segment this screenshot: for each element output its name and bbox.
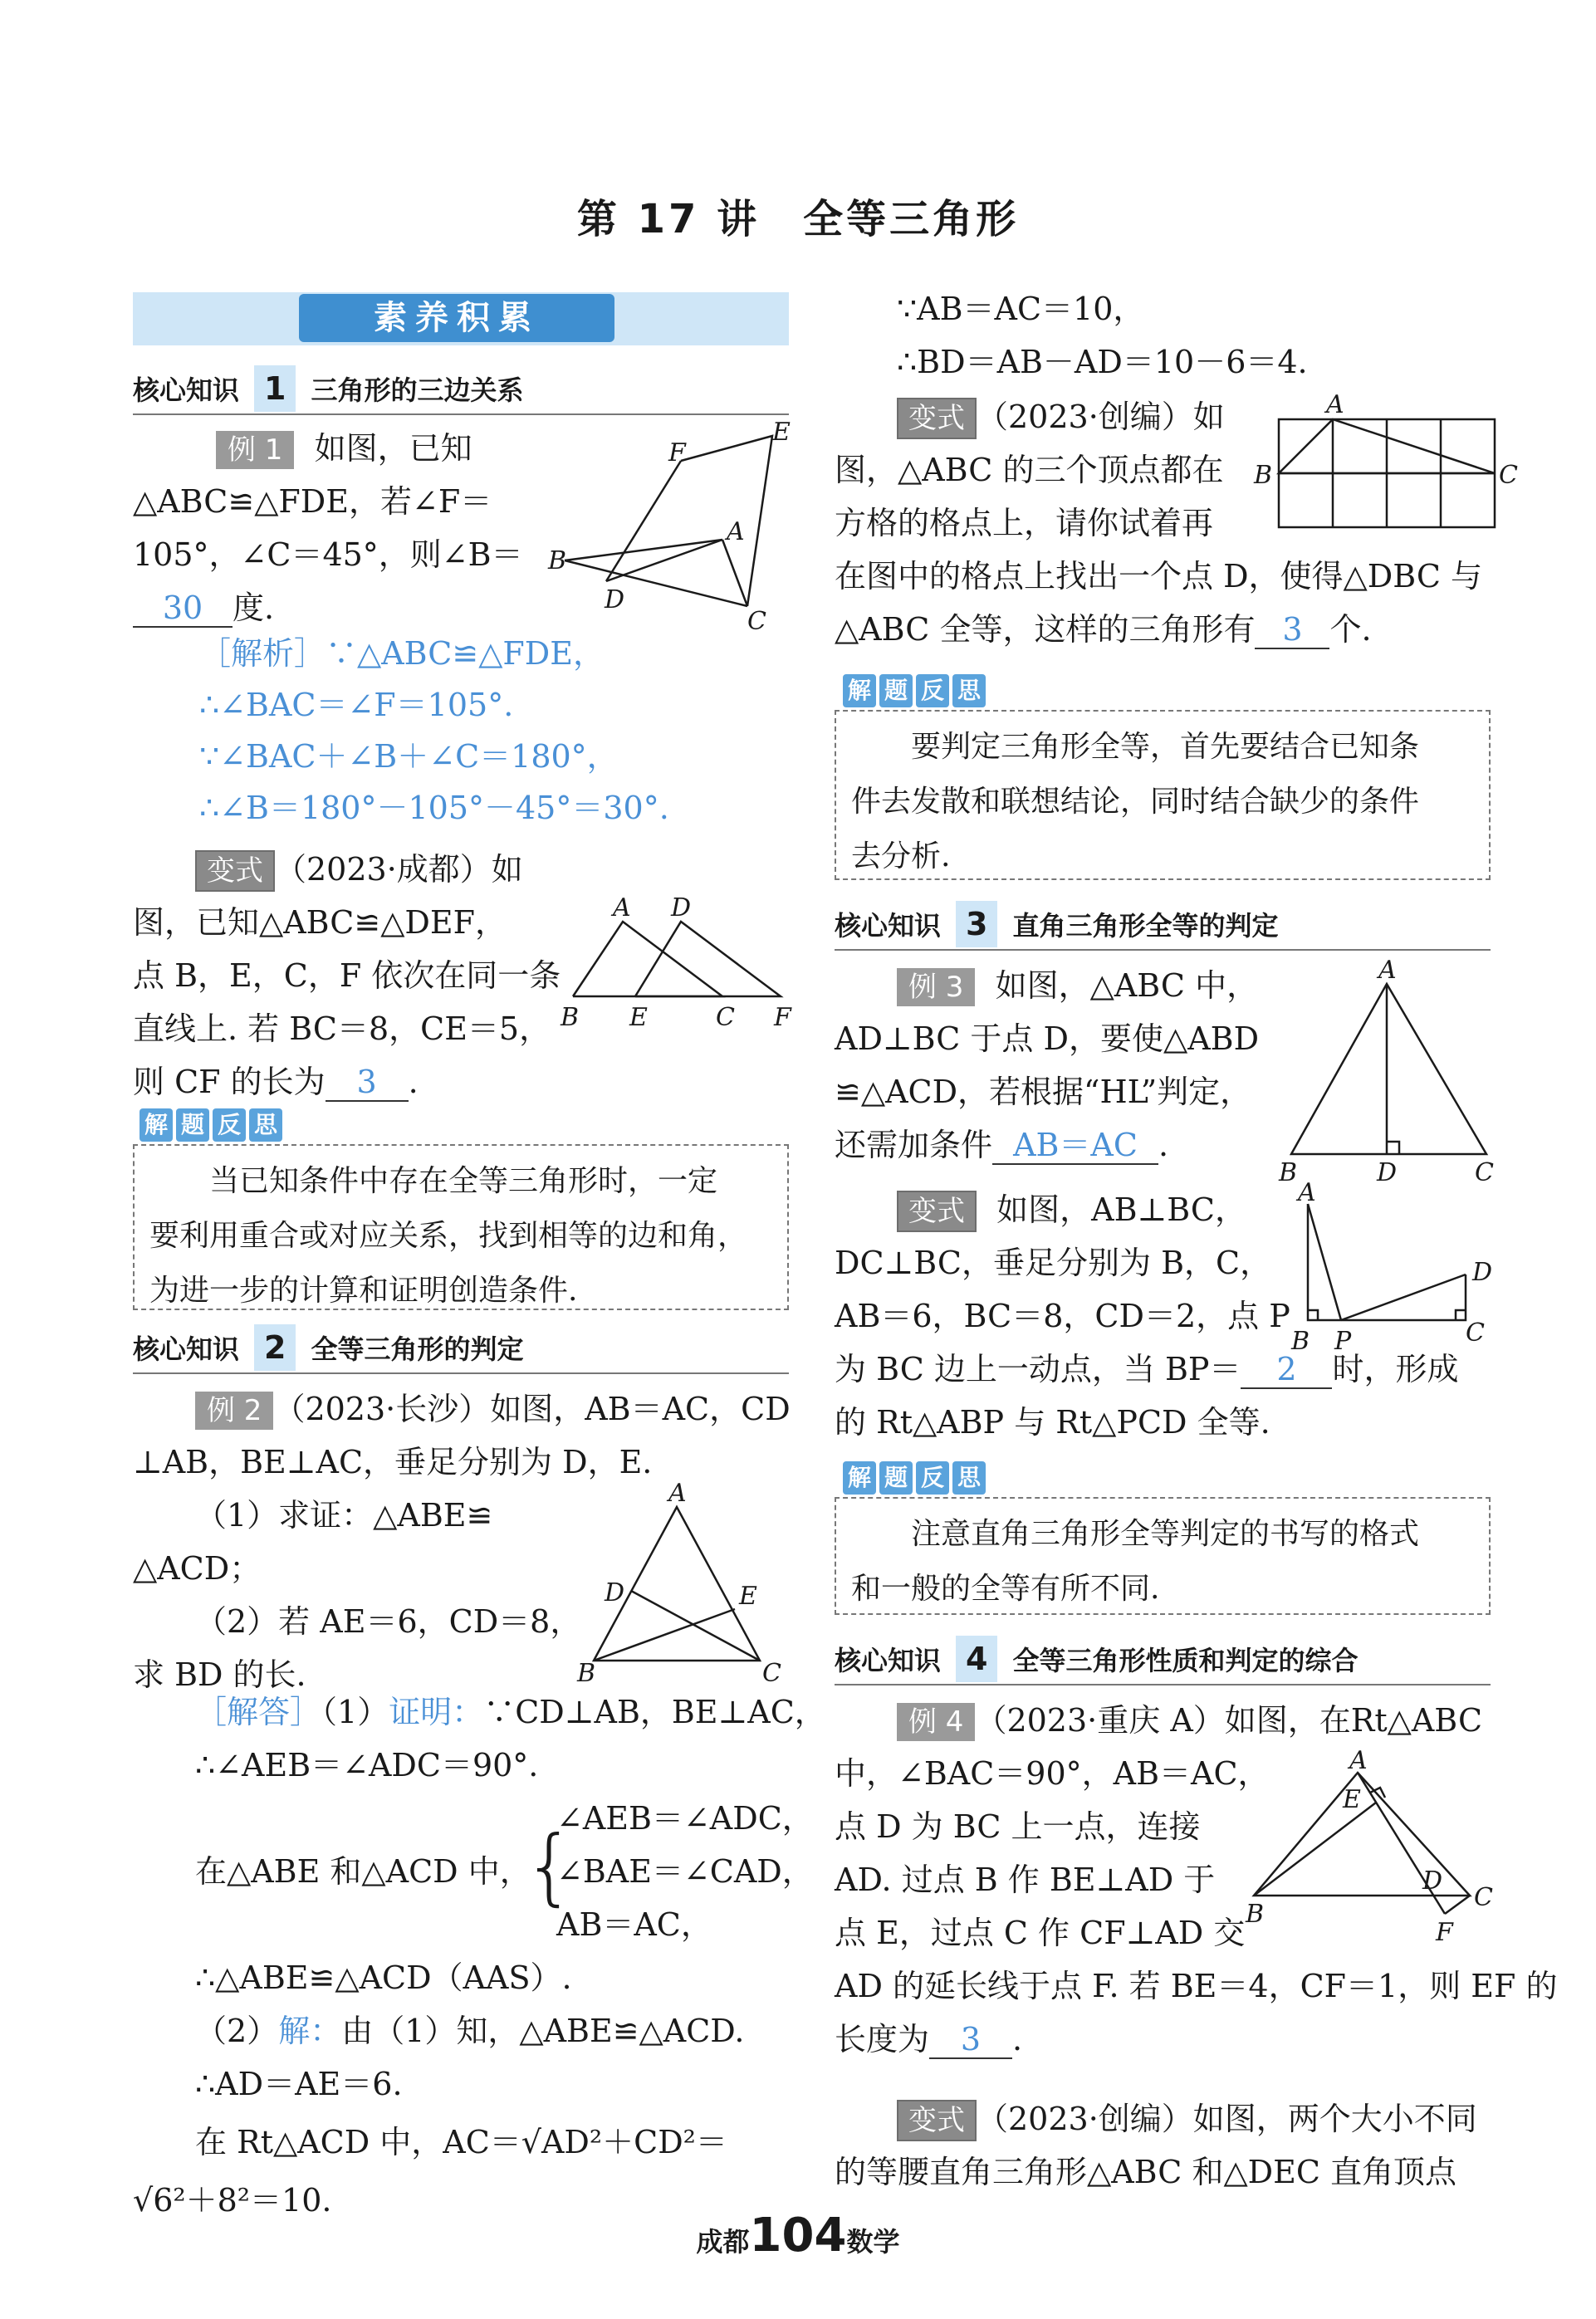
text-line: 如图，AB⊥BC，: [996, 1191, 1246, 1228]
text-line: .: [1158, 1127, 1169, 1163]
fig-label: F: [774, 1003, 791, 1032]
text-line: 解：: [278, 2013, 342, 2049]
text-line: 在 Rt△ACD 中，AC＝√AD²＋CD²＝: [195, 2124, 727, 2160]
text-line: 为 BC 边上一动点，当 BP＝: [835, 1351, 1241, 1387]
fig-label: B: [548, 546, 567, 575]
answer-blank: 2: [1241, 1351, 1332, 1389]
reflect-label-3: [843, 1461, 986, 1495]
text-line: （2）若 AE＝6，CD＝8，: [195, 1603, 582, 1640]
reflect-char: 思: [249, 1108, 282, 1142]
fig-label: B: [1291, 1327, 1310, 1356]
text-line: 105°，∠C＝45°，则∠B＝: [133, 536, 523, 573]
text-line: 个.: [1329, 611, 1372, 648]
fig-label: A: [1349, 1746, 1368, 1775]
text-line: 图，已知△ABC≌△DEF，: [133, 904, 507, 941]
figure-6: [1283, 1179, 1507, 1358]
answer-blank: 30: [133, 590, 233, 628]
figure-5: [1279, 955, 1503, 1187]
reflect-char: 反: [213, 1108, 246, 1142]
reflect-char: 反: [916, 674, 949, 707]
text-line: ∴∠AEB＝∠ADC＝90°.: [195, 1747, 539, 1783]
text-line: 还需加条件: [835, 1127, 993, 1163]
text-line: ∴△ABE≌△ACD（AAS）.: [195, 1959, 572, 1996]
knowledge-header-1: [133, 365, 789, 415]
banner-label: 素养积累: [299, 294, 614, 342]
footer-subject: 数学: [846, 2226, 900, 2258]
text-line: ∴∠BAC＝∠F＝105°.: [199, 687, 514, 723]
text-line: √6²＋8²＝10.: [133, 2182, 332, 2219]
figure-7: [1241, 1746, 1503, 1947]
fig6-line-pd: [1341, 1274, 1466, 1320]
text-line: 时，形成: [1332, 1351, 1459, 1387]
text-line: 方格的格点上，请你试着再: [835, 505, 1214, 541]
text-line: 的 Rt△ABP 与 Rt△PCD 全等.: [835, 1404, 1270, 1441]
fig-label: C: [1474, 1883, 1493, 1912]
figure-2: [556, 893, 797, 1038]
fig-label: A: [1378, 956, 1397, 985]
text-line: 证明：: [389, 1694, 484, 1730]
example-tag: 例 4: [897, 1703, 975, 1741]
fig-label: P: [1334, 1327, 1352, 1356]
text-line: 注意直角三角形全等判定的书写的格式: [911, 1517, 1420, 1551]
fig-label: C: [762, 1659, 781, 1688]
footer-city: 成都: [696, 2226, 750, 2258]
variant-tag: 变式: [897, 398, 977, 439]
text-line: 长度为: [835, 2021, 930, 2057]
text-line: 由（1）知，△ABE≌△ACD.: [341, 2013, 745, 2049]
text-line: ∠AEB＝∠ADC，: [556, 1800, 814, 1837]
text-line: 如图，已知: [314, 430, 472, 467]
reflect-box-1: [133, 1144, 789, 1310]
text-line: 在图中的格点上找出一个点 D，使得△DBC 与: [835, 558, 1483, 594]
text-line: （2023·长沙）如图，AB＝AC，CD: [273, 1391, 791, 1427]
knowledge-label: 核心知识: [133, 1333, 240, 1365]
text-line: ∵AB＝AC＝10，: [897, 291, 1145, 327]
fig-label: A: [1298, 1178, 1316, 1207]
reflect-char: 思: [952, 1461, 986, 1495]
text-line: 求 BD 的长.: [133, 1656, 306, 1693]
text-line: （2023·重庆 A）如图，在Rt△ABC: [975, 1702, 1483, 1739]
text-line: 点 E，过点 C 作 CF⊥AD 交: [835, 1915, 1246, 1951]
figure-1: [548, 415, 797, 636]
fig1-line-ba: [565, 540, 722, 560]
text-line: △ABC 全等，这样的三角形有: [835, 611, 1256, 648]
text-line: ∵∠BAC＋∠B＋∠C＝180°，: [199, 738, 619, 775]
fig-label: B: [1279, 1158, 1298, 1187]
answer-blank: AB＝AC: [992, 1127, 1158, 1165]
answer-blank: 3: [1255, 611, 1329, 649]
text-line: 要判定三角形全等，首先要结合已知条: [911, 730, 1420, 764]
knowledge-number: 2: [254, 1324, 296, 1371]
fig-label: A: [727, 517, 745, 546]
text-line: 和一般的全等有所不同.: [851, 1572, 1160, 1606]
knowledge-number: 4: [956, 1636, 997, 1682]
text-line: ∴AD＝AE＝6.: [195, 2066, 403, 2102]
example-tag: 例 2: [195, 1392, 273, 1430]
text-line: AB＝AC，: [556, 1906, 712, 1943]
figure-3: [573, 1478, 797, 1688]
text-line: 图，△ABC 的三个顶点都在: [835, 452, 1224, 488]
page-footer: [0, 2209, 1596, 2263]
fig1-line-da: [606, 540, 722, 581]
reflect-char: 反: [916, 1461, 949, 1495]
text-line: （1）: [321, 1694, 389, 1730]
example-tag: 例 3: [897, 968, 975, 1006]
fig-label: F: [1436, 1918, 1453, 1947]
fig-label: B: [577, 1659, 596, 1688]
reflect-label-1: [140, 1108, 282, 1142]
example-tag: 例 1: [216, 431, 294, 469]
text-line: （2023·创编）如图，两个大小不同: [977, 2101, 1477, 2137]
text-line: ［解答］: [195, 1694, 322, 1730]
fig1-line-ac: [722, 540, 747, 606]
reflect-char: 解: [140, 1108, 173, 1142]
fig1-line-bc: [565, 560, 747, 606]
text-line: 为进一步的计算和证明创造条件.: [149, 1274, 578, 1308]
text-line: 如图，△ABC 中，: [995, 967, 1259, 1004]
knowledge-header-4: [835, 1636, 1491, 1685]
knowledge-header-3: [835, 901, 1491, 951]
text-line: DC⊥BC，垂足分别为 B，C，: [835, 1245, 1272, 1281]
text-line: .: [1012, 2021, 1023, 2057]
text-line: ≌△ACD，若根据“HL”判定，: [835, 1074, 1252, 1110]
knowledge-title: 三角形的三边关系: [311, 374, 524, 406]
text-line: 要利用重合或对应关系，找到相等的边和角，: [149, 1219, 748, 1253]
fig-label: D: [605, 585, 625, 614]
text-line: ［解析］∵△ABC≌△FDE，: [199, 635, 605, 672]
fig-label: D: [1422, 1866, 1443, 1896]
fig-label: B: [1254, 461, 1273, 490]
knowledge-number: 3: [956, 901, 997, 947]
answer-blank: 3: [326, 1064, 409, 1102]
fig-label: C: [716, 1003, 735, 1032]
fig7-line-cf: [1445, 1896, 1470, 1914]
fig-label: E: [739, 1582, 757, 1611]
fig7-line-be: [1254, 1803, 1376, 1896]
reflect-char: 题: [176, 1108, 209, 1142]
knowledge-label: 核心知识: [835, 1645, 942, 1676]
fig6-line-ap: [1308, 1204, 1341, 1320]
reflect-char: 解: [843, 674, 876, 707]
fig-label: C: [1475, 1158, 1494, 1187]
fig-label: B: [561, 1003, 580, 1032]
knowledge-header-2: [133, 1324, 789, 1374]
reflect-char: 题: [879, 1461, 913, 1495]
fig-label: D: [1377, 1158, 1398, 1187]
text-line: 当已知条件中存在全等三角形时，一定: [209, 1164, 718, 1198]
fig-label: C: [747, 607, 766, 636]
figure-4: [1250, 390, 1518, 540]
fig-label: E: [1343, 1785, 1361, 1814]
text-line: 在△ABE 和△ACD 中，: [195, 1853, 531, 1890]
text-line: 的等腰直角三角形△ABC 和△DEC 直角顶点: [835, 2154, 1457, 2190]
brace: {: [523, 1818, 576, 1915]
text-line: 直线上. 若 BC＝8，CE＝5，: [133, 1010, 551, 1047]
text-line: ∴∠B＝180°－105°－45°＝30°.: [199, 790, 669, 826]
knowledge-title: 直角三角形全等的判定: [1012, 910, 1279, 942]
text-line: △ACD；: [133, 1550, 262, 1587]
text-line: ∵CD⊥AB，BE⊥AC，: [483, 1694, 826, 1730]
variant-tag: 变式: [897, 1191, 977, 1232]
text-line: AB＝6，BC＝8，CD＝2，点 P: [835, 1298, 1290, 1334]
reflect-char: 解: [843, 1461, 876, 1495]
text-line: 中，∠BAC＝90°，AB＝AC，: [835, 1755, 1270, 1792]
fig-label: A: [668, 1479, 687, 1508]
text-line: （2）: [195, 2013, 279, 2049]
fig-label: A: [1326, 390, 1344, 419]
text-line: （2023·创编）如: [977, 399, 1225, 435]
text-line: AD⊥BC 于点 D，要使△ABD: [835, 1020, 1260, 1057]
knowledge-title: 全等三角形性质和判定的综合: [1012, 1645, 1359, 1676]
text-line: ∴BD＝AB－AD＝10－6＝4.: [897, 344, 1308, 380]
fig-label: F: [668, 438, 686, 467]
variant-tag: 变式: [195, 850, 275, 892]
text-line: ∠BAE＝∠CAD，: [556, 1853, 814, 1890]
fig-label: B: [1246, 1900, 1265, 1929]
variant-tag: 变式: [897, 2100, 977, 2141]
text-line: 去分析.: [851, 839, 951, 873]
text-line: .: [408, 1064, 419, 1100]
fig-label: D: [605, 1578, 625, 1607]
text-line: 则 CF 的长为: [133, 1064, 326, 1100]
fig-label: D: [671, 893, 692, 922]
reflect-char: 思: [952, 674, 986, 707]
section-banner: [133, 292, 789, 345]
fig-label: D: [1472, 1258, 1493, 1287]
fig-label: C: [1466, 1319, 1485, 1348]
knowledge-number: 1: [254, 365, 296, 412]
text-line: 度.: [233, 590, 275, 626]
reflect-label-2: [843, 674, 986, 707]
text-line: 点 B，E，C，F 依次在同一条: [133, 957, 561, 994]
text-line: AD. 过点 B 作 BE⊥AD 于: [835, 1862, 1216, 1898]
reflect-box-3: [835, 1497, 1491, 1615]
text-line: （2023·成都）如: [275, 851, 523, 888]
knowledge-label: 核心知识: [835, 910, 942, 942]
text-line: △ABC≌△FDE，若∠F＝: [133, 483, 492, 520]
reflect-box-2: [835, 710, 1491, 880]
text-line: ⊥AB，BE⊥AC，垂足分别为 D，E.: [133, 1444, 653, 1480]
fig-label: C: [1499, 461, 1518, 490]
knowledge-title: 全等三角形的判定: [311, 1333, 524, 1365]
page-number: 104: [749, 2209, 847, 2263]
text-line: AD 的延长线于点 F. 若 BE＝4，CF＝1，则 EF 的: [835, 1968, 1558, 2004]
fig-label: E: [629, 1003, 648, 1032]
answer-blank: 3: [929, 2021, 1012, 2059]
text-line: 点 D 为 BC 上一点，连接: [835, 1808, 1201, 1845]
fig-label: A: [613, 893, 631, 922]
fig-label: E: [772, 418, 791, 447]
text-line: 件去发散和联想结论，同时结合缺少的条件: [851, 785, 1420, 819]
text-line: （1）求证：△ABE≌: [195, 1497, 493, 1534]
knowledge-label: 核心知识: [133, 374, 240, 406]
reflect-char: 题: [879, 674, 913, 707]
page-title: 第 17 讲 全等三角形: [576, 196, 1020, 242]
